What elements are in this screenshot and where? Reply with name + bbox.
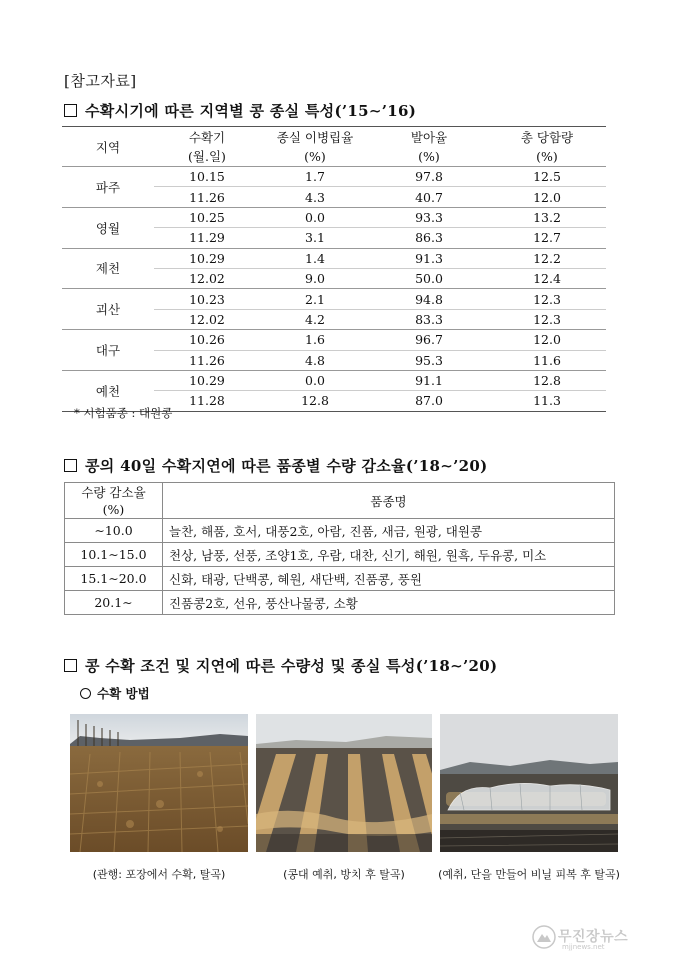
date-cell: 10.15 [154,167,260,187]
regional-quality-table [62,126,606,412]
date-cell: 11.26 [154,350,260,370]
checkbox-icon [64,459,77,472]
vinyl-cover-photo [440,714,618,852]
watermark [532,922,672,954]
table-row [62,167,606,187]
date-cell: 10.26 [154,330,260,350]
photo-caption-3: (예취, 단을 만들어 비닐 피복 후 탈곡) [438,868,620,881]
col-disease: 종실 이병립율 [276,129,354,145]
region-cell: 예천 [62,370,154,411]
section3-title-text: 콩 수확 조건 및 지연에 따른 수량성 및 종실 특성(’18∼’20) [85,657,498,675]
germ-cell: 91.1 [370,370,488,390]
sugar-cell: 12.5 [488,167,606,187]
disease-cell: 4.8 [260,350,370,370]
variety-names-cell: 진품콩2호, 선유, 풍산나물콩, 소황 [163,591,615,615]
germ-cell: 95.3 [370,350,488,370]
checkbox-icon [64,659,77,672]
variety-names-cell: 신화, 태광, 단백콩, 혜원, 새단백, 진품콩, 풍원 [163,567,615,591]
date-cell: 11.28 [154,391,260,411]
date-cell: 11.26 [154,187,260,207]
table-row [65,567,615,591]
yield-loss-cell: 10.1∼15.0 [65,543,163,567]
disease-cell: 4.2 [260,309,370,329]
field-photo [70,714,248,852]
section2-title-text: 콩의 40일 수확지연에 따른 품종별 수량 감소율(’18∼’20) [85,457,488,475]
sugar-cell: 12.0 [488,187,606,207]
col-harvest: 수확기 [188,129,226,145]
yield-loss-cell: 15.1∼20.0 [65,567,163,591]
disease-cell: 9.0 [260,268,370,288]
date-cell: 10.29 [154,248,260,268]
sugar-cell: 12.2 [488,248,606,268]
footnote: * 시험품종 : 대원콩 [74,406,173,420]
variety-yield-loss-table [64,482,615,615]
table-row [65,591,615,615]
variety-names-cell: 늘찬, 해품, 호서, 대풍2호, 아람, 진품, 새금, 원광, 대원콩 [163,519,615,543]
col-harvest-unit: (월.일) [188,149,226,165]
col-sugar-unit: (%) [536,148,558,164]
date-cell: 12.02 [154,268,260,288]
table-row [62,289,606,309]
germ-cell: 86.3 [370,228,488,248]
checkbox-icon [64,104,77,117]
sugar-cell: 12.3 [488,289,606,309]
date-cell: 11.29 [154,228,260,248]
section3-title [64,655,497,676]
disease-cell: 3.1 [260,228,370,248]
date-cell: 10.25 [154,207,260,227]
region-cell: 괴산 [62,289,154,330]
sugar-cell: 12.4 [488,268,606,288]
germ-cell: 97.8 [370,167,488,187]
region-cell: 제천 [62,248,154,289]
germ-cell: 40.7 [370,187,488,207]
disease-cell: 0.0 [260,207,370,227]
sugar-cell: 13.2 [488,207,606,227]
disease-cell: 1.6 [260,330,370,350]
harvest-method-label: 수확 방법 [97,686,150,701]
col-germination-unit: (%) [418,148,440,164]
germ-cell: 50.0 [370,268,488,288]
yield-loss-cell: 20.1∼ [65,591,163,615]
sugar-cell: 11.6 [488,350,606,370]
disease-cell: 12.8 [260,391,370,411]
disease-cell: 0.0 [260,370,370,390]
germ-cell: 96.7 [370,330,488,350]
table-row [65,543,615,567]
germ-cell: 83.3 [370,309,488,329]
region-cell: 영월 [62,207,154,248]
watermark-subtext: mjjnews.net [562,943,605,951]
date-cell: 12.02 [154,309,260,329]
region-cell: 파주 [62,167,154,208]
col-disease-unit: (%) [304,148,326,164]
sugar-cell: 12.7 [488,228,606,248]
section2-title [64,455,487,476]
germ-cell: 94.8 [370,289,488,309]
region-cell: 대구 [62,330,154,371]
sugar-cell: 12.3 [488,309,606,329]
disease-cell: 1.7 [260,167,370,187]
table-row [65,519,615,543]
table-row [62,370,606,390]
disease-cell: 2.1 [260,289,370,309]
variety-names-cell: 천상, 남풍, 선풍, 조양1호, 우람, 대찬, 신기, 해원, 원흑, 두유콩, 미소 [163,543,615,567]
col-sugar: 총 당함량 [520,129,574,145]
col-germination: 발아율 [410,129,448,145]
section1-title-text: 수확시기에 따른 지역별 콩 종실 특성(’15∼’16) [85,102,417,120]
col-yield-loss [65,483,163,519]
watermark-text: 무진장뉴스 [558,929,629,945]
section1-title [64,100,416,121]
col-variety-names: 품종명 [163,483,615,519]
date-cell: 10.23 [154,289,260,309]
germ-cell: 91.3 [370,248,488,268]
date-cell: 10.29 [154,370,260,390]
watermark-logo-icon [532,925,556,949]
sugar-cell: 12.0 [488,330,606,350]
col-region: 지역 [95,139,121,155]
germ-cell: 87.0 [370,391,488,411]
sugar-cell: 11.3 [488,391,606,411]
cut-rows-photo [256,714,432,852]
table-row [62,207,606,227]
col-yield-loss-unit: (%) [102,501,125,517]
sugar-cell: 12.8 [488,370,606,390]
disease-cell: 4.3 [260,187,370,207]
disease-cell: 1.4 [260,248,370,268]
col-yield-loss-label: 수량 감소율 [81,484,146,500]
yield-loss-cell: ∼10.0 [65,519,163,543]
circle-bullet-icon [80,688,91,699]
harvest-method-subheading [80,684,150,702]
photo-caption-2: (콩대 예취, 방치 후 탈곡) [283,868,405,881]
germ-cell: 93.3 [370,207,488,227]
table-row [62,330,606,350]
reference-label: [참고자료] [64,72,137,90]
table-row [62,248,606,268]
photo-caption-1: (관행: 포장에서 수확, 탈곡) [92,868,226,881]
